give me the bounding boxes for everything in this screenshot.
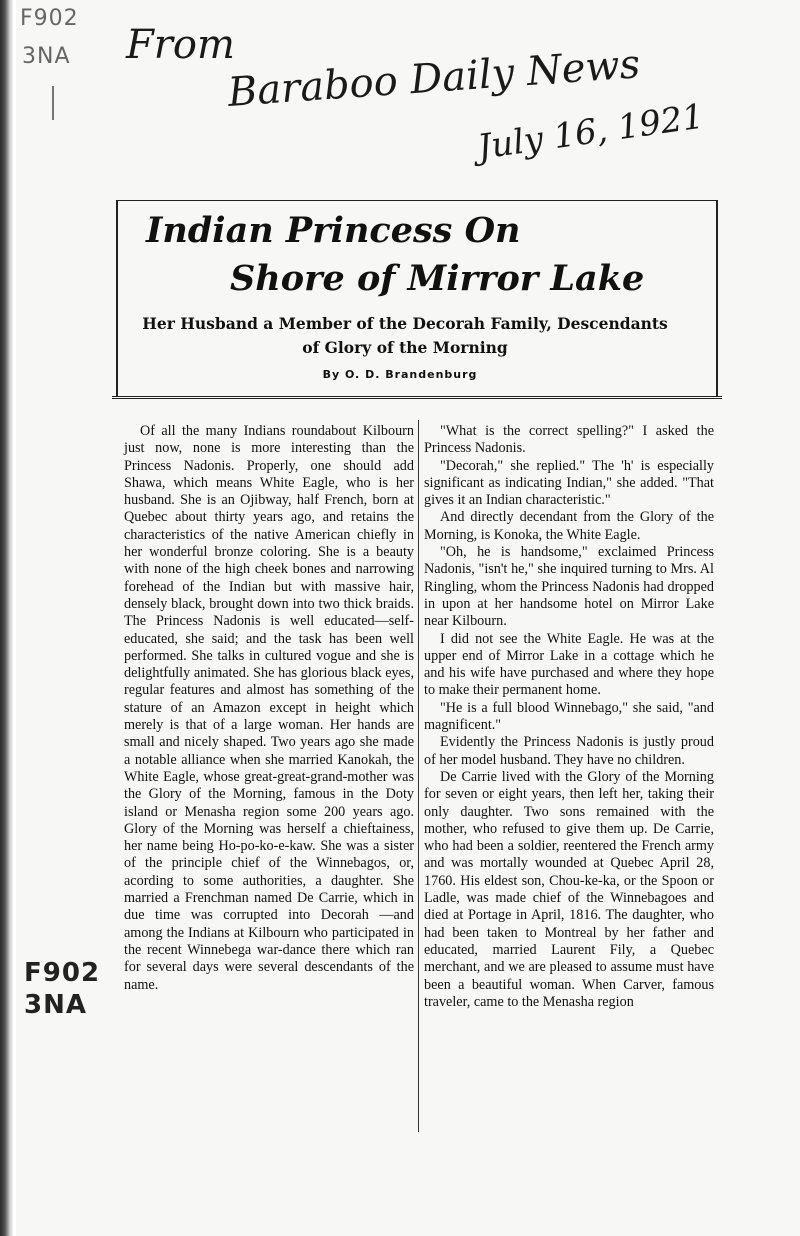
- from-handwriting: From: [126, 22, 235, 68]
- margin-code: F902: [24, 958, 101, 988]
- subheadline: Her Husband a Member of the Decorah Family, Descendants of Glory of the Morning: [142, 314, 668, 357]
- pencil-stroke: [52, 86, 54, 120]
- scan-edge: [0, 0, 14, 1236]
- margin-sub: 3NA: [24, 990, 87, 1020]
- paragraph: "Decorah," she replied." The 'h' is especially significant as indicating Indian," she added. "That gives it an Indian characteristic.": [424, 457, 714, 509]
- paragraph: De Carrie lived with the Glory of the Morning for seven or eight years, then left her, taking their only daughter. Two sons remained with the mother, who refused to give them up. De Carrie, who had been a soldier, reentered the French army and was mortally wounded at Quebec April 28, 1760. His eldest son, Chou-ke-ka, or the Spoon or Ladle, was made chief of the Winnebagoes and died at Portage in April, 1816. The daughter, who had been taken to Montreal by her father and educated, married Laurent Fily, a Quebec merchant, and we are pleased to assume must have been a beautiful woman. When Carver, famous traveler, came to the Menasha region: [424, 768, 714, 1010]
- corner-code: F902: [20, 6, 79, 31]
- paragraph: Evidently the Princess Nadonis is justly proud of her model husband. They have no children.: [424, 734, 714, 768]
- article-column-2: [424, 423, 714, 1011]
- paragraph: And directly decendant from the Glory of the Morning, is Konoka, the White Eagle.: [424, 509, 714, 543]
- headline-line-1: Indian Princess On: [146, 210, 521, 251]
- corner-sub: 3NA: [22, 44, 71, 69]
- paragraph: I did not see the White Eagle. He was at the upper end of Mirror Lake in a cottage which he and his wife have purchased and where they hope to make their permanent home.: [424, 630, 714, 699]
- column-rule: [418, 420, 419, 1132]
- paragraph: "He is a full blood Winnebago," she said, "and magnificent.": [424, 699, 714, 734]
- byline: By O. D. Brandenburg: [322, 368, 478, 381]
- paragraph: Of all the many Indians roundabout Kilbourn just now, none is more interesting than the Princess Nadonis. Properly, one should add Shawa, which means White Eagle, who is her husband. She is an Ojibway, half French, born at Quebec about thirty years ago, and retains the characteristics of the native American chiefly in her wonderful bronze coloring. She is a beauty with none of the high cheek bones and narrowing forehead of the Indian but with massive hair, densely black, brought down into two thick braids. The Princess Nadonis is well educated—self-educated, she said; and the task has been well performed. She talks in cultured vogue and she is delightfully animated. She has glorious black eyes, regular features and almost has something of the stature of an Amazon except in height which merely is that of a large woman. Her hands are small and nicely shaped. Two years ago she made a notable alliance when she married Kanokah, the White Eagle, whose great-great-grand-mother was the Glory of the Morning, famous in the Doty island or Menasha region some 200 years ago. Glory of the Morning was herself a chieftainess, her name being Ho-po-ko-e-kaw. She was a sister of the principle chief of the Winnebagos, or, acording to some authorities, a daughter. She married a Frenchman named De Carrie, which in due time was corrupted into Decorah —and among the Indians at Kilbourn who participated in the recent Winnebega war-dance there which ran for several days were several descendants of the name.: [124, 423, 414, 993]
- paragraph: "What is the correct spelling?" I asked the Princess Nadonis.: [424, 423, 714, 457]
- paragraph: "Oh, he is handsome," exclaimed Princess Nadonis, "isn't he," she inquired turning to Mrs. Al Ringling, whom the Princess Nadonis had dropped in upon at her handsome hotel on Mirror Lake near Kilbourn.: [424, 544, 714, 630]
- article-column-1: [124, 423, 414, 994]
- headline-line-2: Shore of Mirror Lake: [230, 258, 645, 299]
- date-handwriting: July 16, 1921: [475, 96, 707, 168]
- newspaper-handwriting: Baraboo Daily News: [226, 41, 642, 116]
